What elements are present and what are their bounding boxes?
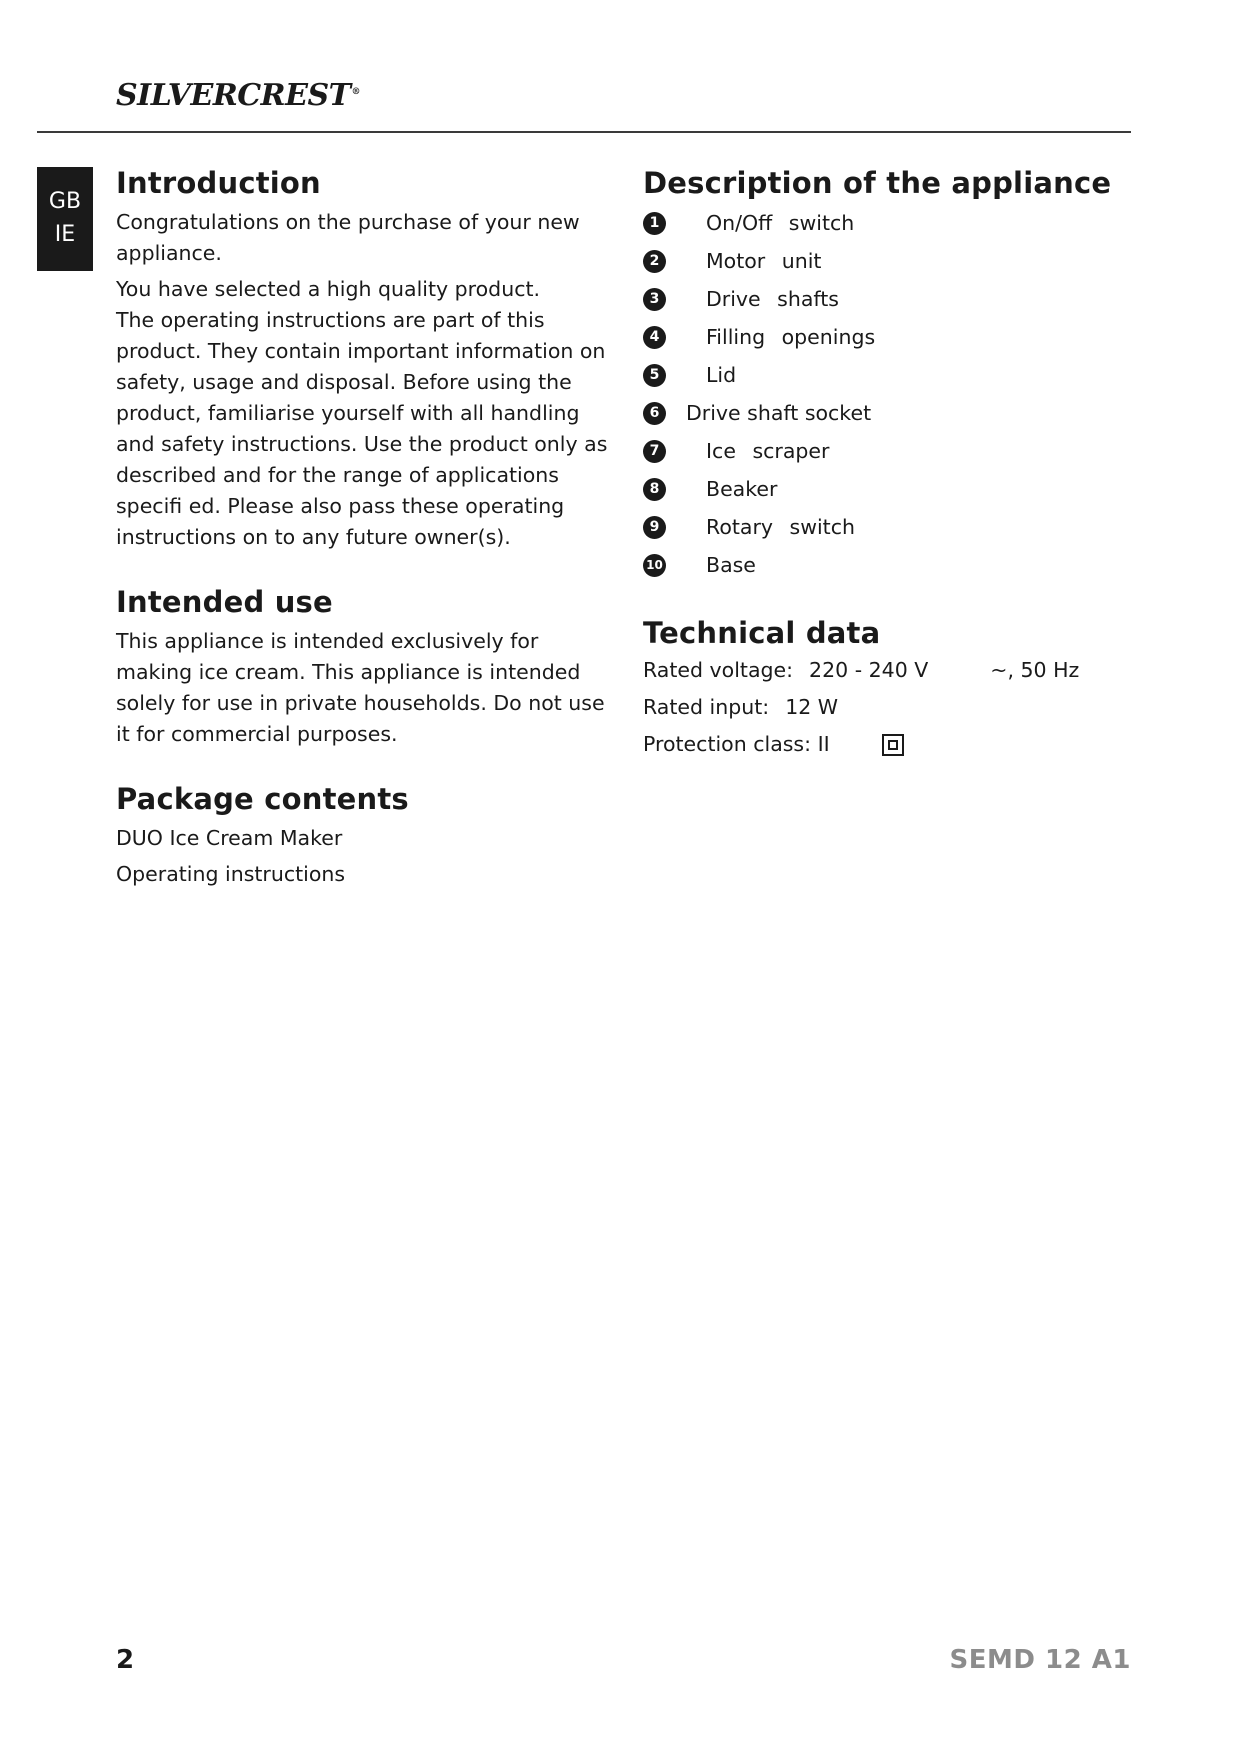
intended-use-section <box>116 583 616 750</box>
part-label: Drive shaft socket <box>686 401 872 425</box>
header-rule <box>37 131 1131 133</box>
introduction-paragraph-2: You have selected a high quality product. <box>116 277 541 301</box>
part-number-badge: 4 <box>643 326 666 349</box>
rated-input-label: Rated input: <box>643 695 770 719</box>
description-heading: Description of the appliance <box>643 166 1112 200</box>
protection-class-value: II <box>817 732 830 756</box>
part-number-badge: 9 <box>643 516 666 539</box>
part-label: Ice scraper <box>706 439 830 463</box>
rated-input-row <box>643 689 1123 726</box>
part-number-badge: 8 <box>643 478 666 501</box>
part-number-badge: 2 <box>643 250 666 273</box>
technical-data-heading: Technical data <box>643 616 881 650</box>
introduction-paragraph-1: Congratulations on the purchase of your new appliance. <box>116 210 580 265</box>
intended-use-text: This appliance is intended exclusively for making ice cream. This appliance is intended solely for use in private households. Do not use it for commercial purposes. <box>116 629 605 746</box>
brand-logo <box>116 78 360 113</box>
list-item <box>643 508 1123 546</box>
rated-voltage-label: Rated voltage: <box>643 658 794 682</box>
language-tab <box>37 167 93 271</box>
part-label: Base <box>706 553 756 577</box>
language-code-ie: IE <box>54 222 76 247</box>
language-code-gb: GB <box>48 189 82 214</box>
parts-list <box>643 204 1123 584</box>
list-item <box>643 318 1123 356</box>
list-item <box>643 470 1123 508</box>
list-item <box>643 356 1123 394</box>
list-item <box>643 204 1123 242</box>
protection-class-label: Protection class: <box>643 732 812 756</box>
rated-voltage-value: 220 - 240 V <box>809 658 929 682</box>
list-item <box>643 280 1123 318</box>
package-contents-heading: Package contents <box>116 782 409 816</box>
part-number-badge: 3 <box>643 288 666 311</box>
list-item <box>643 242 1123 280</box>
part-number-badge: 1 <box>643 212 666 235</box>
part-label: Filling openings <box>706 325 876 349</box>
package-item: Operating instructions <box>116 862 346 886</box>
list-item <box>643 394 1123 432</box>
part-label: Drive shafts <box>706 287 839 311</box>
part-number-badge: 5 <box>643 364 666 387</box>
rated-frequency-value: ~, 50 Hz <box>990 658 1080 682</box>
rated-voltage-row <box>643 652 1123 689</box>
left-column <box>116 164 616 920</box>
part-label: Lid <box>706 363 737 387</box>
description-section <box>643 164 1123 584</box>
part-label: Beaker <box>706 477 778 501</box>
intended-use-heading: Intended use <box>116 585 333 619</box>
model-number: SEMD 12 A1 <box>949 1645 1131 1675</box>
double-insulation-icon <box>882 734 904 756</box>
page-number: 2 <box>116 1645 135 1675</box>
right-column <box>643 164 1123 793</box>
rated-input-value: 12 W <box>785 695 839 719</box>
package-item: DUO Ice Cream Maker <box>116 826 343 850</box>
technical-data-section <box>643 614 1123 763</box>
part-label: Motor unit <box>706 249 822 273</box>
part-number-badge: 10 <box>643 554 666 577</box>
package-contents-section <box>116 780 616 890</box>
introduction-heading: Introduction <box>116 166 321 200</box>
list-item <box>643 546 1123 584</box>
brand-name: SILVERCREST <box>116 78 351 113</box>
protection-class-row <box>643 726 1123 763</box>
list-item <box>643 432 1123 470</box>
part-number-badge: 6 <box>643 402 666 425</box>
registered-mark: ® <box>351 87 360 97</box>
part-label: Rotary switch <box>706 515 855 539</box>
part-number-badge: 7 <box>643 440 666 463</box>
introduction-paragraph-3: The operating instructions are part of this product. They contain important information on safety, usage and disposal. Before using the product, familiarise yourself with all handling and safety instructions. Use the product only as described and for the range of applications specifi ed. Please also pass these operating instructions on to any future owner(s). <box>116 308 608 549</box>
part-label: On/Off switch <box>706 211 855 235</box>
introduction-section <box>116 164 616 553</box>
